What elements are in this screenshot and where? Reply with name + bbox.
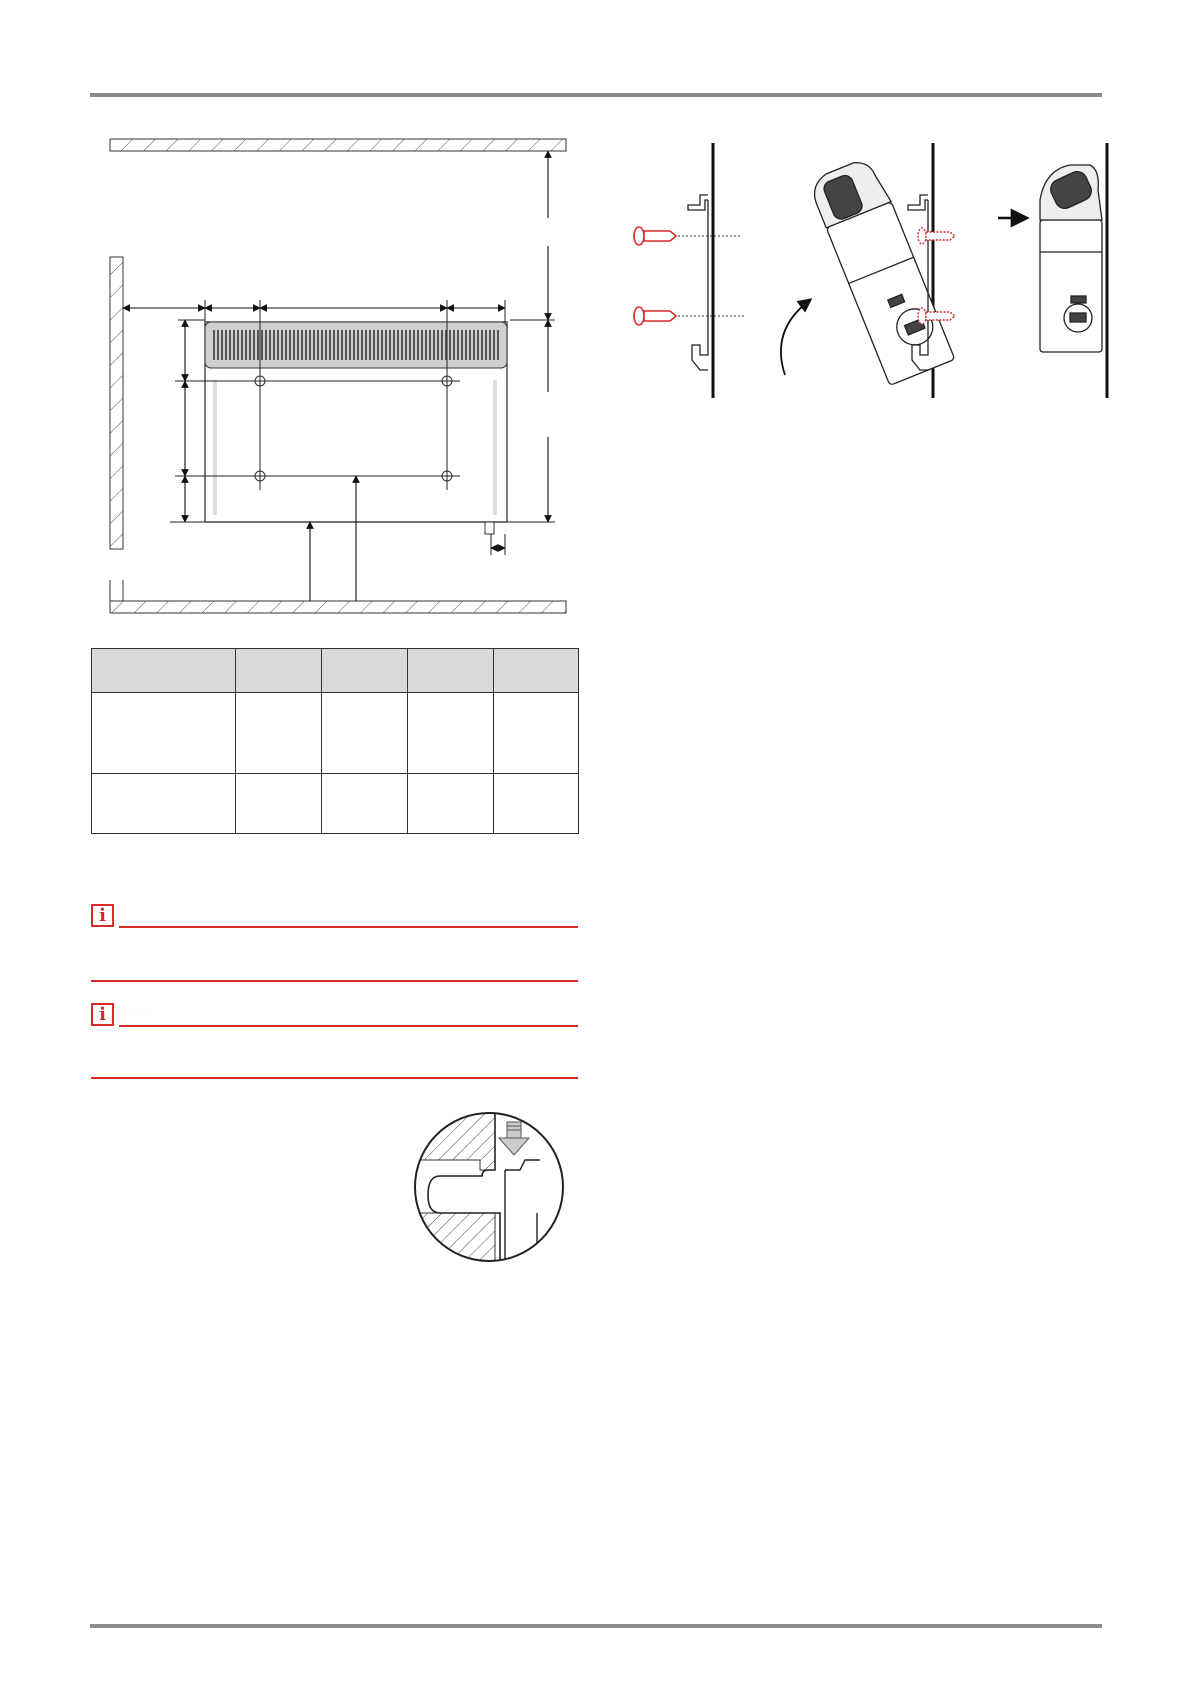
footer-rule (90, 1624, 1102, 1628)
info-note-text: · ·· ··· (119, 1005, 148, 1017)
info-icon: i (91, 1003, 114, 1026)
info-icon: i (91, 904, 114, 927)
